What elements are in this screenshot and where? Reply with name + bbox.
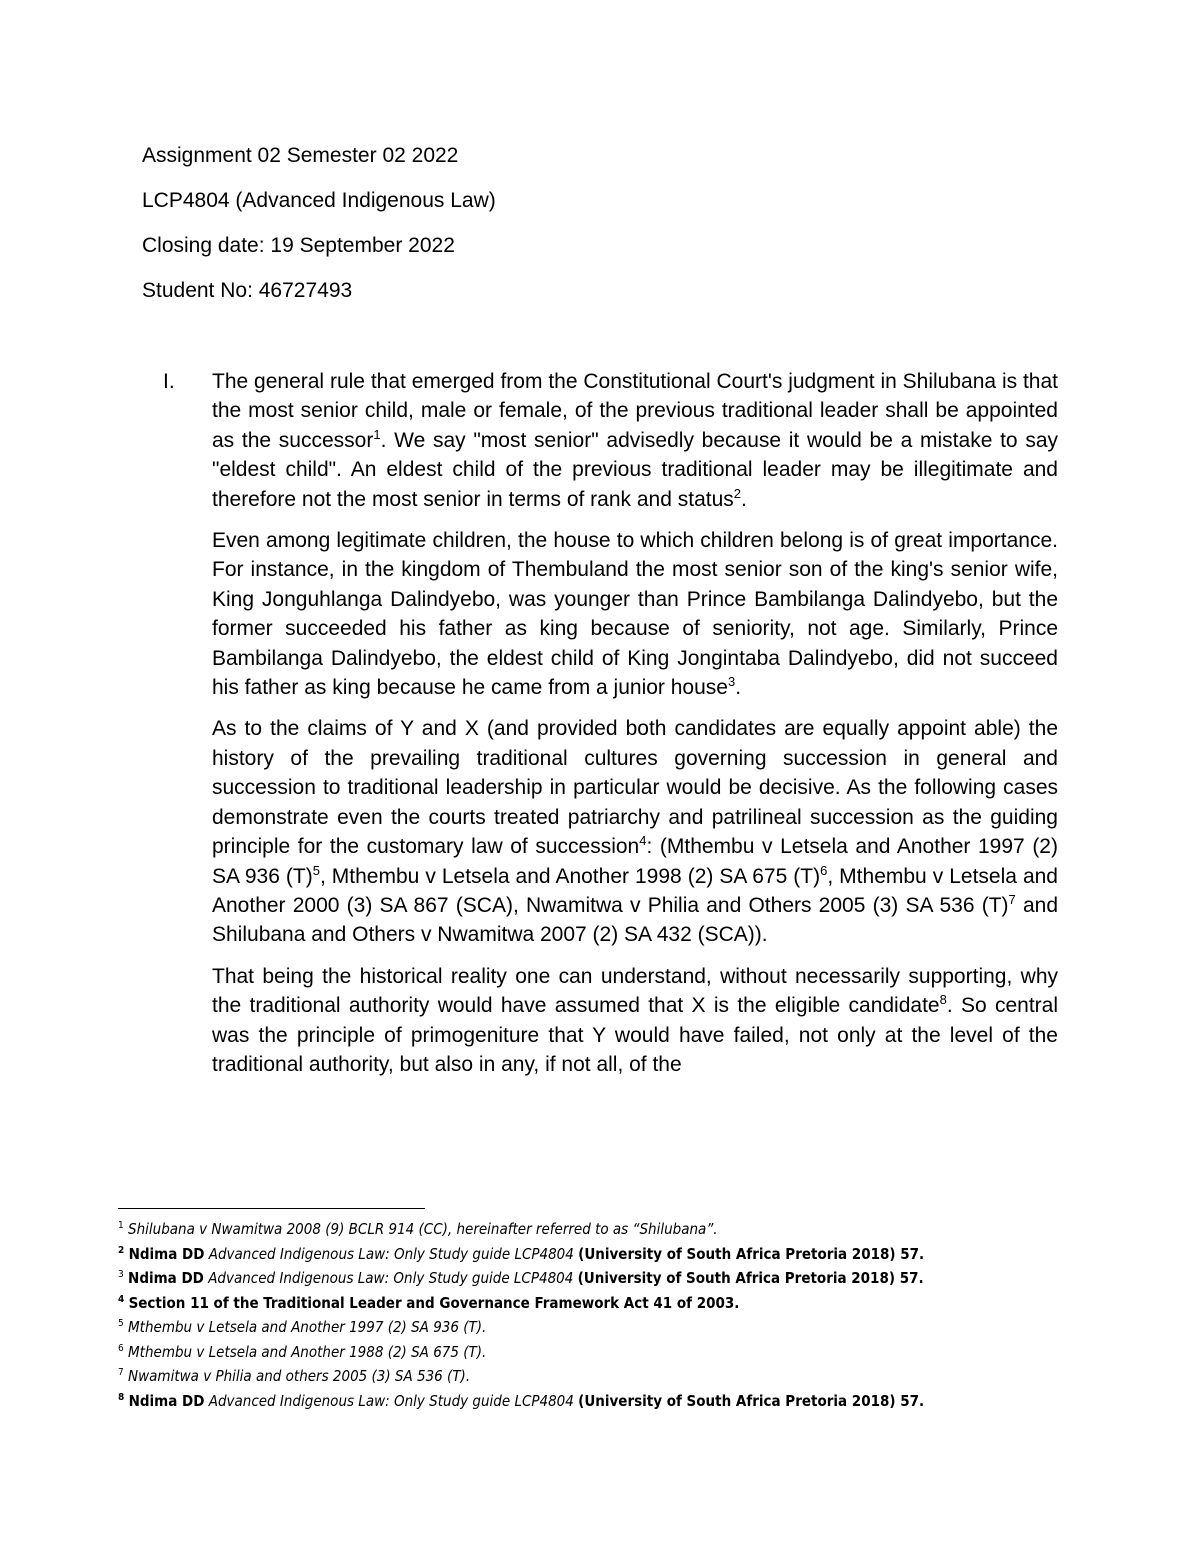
answer-body (212, 367, 1058, 1091)
paragraph-1-text-b: . We say "most senior" advisedly because it would be a mistake to say "eldest child". An eldest child of the previous traditional leader may be illegitimate and therefore not the most senior in terms of rank and status (212, 428, 1058, 511)
footnote-1 (118, 1217, 1078, 1242)
footnote-ref-5: 5 (312, 862, 320, 878)
footnote-number: 5 (118, 1318, 124, 1329)
footnote-2 (118, 1242, 1078, 1267)
paragraph-1 (212, 367, 1058, 514)
footnote-text: Shilubana v Nwamitwa 2008 (9) BCLR 914 (CC), hereinafter referred to as “Shilubana”. (128, 1220, 718, 1238)
assignment-title: Assignment 02 Semester 02 2022 (142, 144, 459, 167)
footnote-number: 1 (118, 1220, 124, 1231)
footnote-separator (118, 1208, 425, 1209)
footnote-title: Advanced Indigenous Law: Only Study guide LCP4804 (208, 1269, 574, 1287)
paragraph-4-text-b: . So central was the principle of primogeniture that Y would have failed, not only at the level of the traditional authority, but also in any, if not all, of the (212, 994, 1058, 1076)
footnote-author: Ndima DD (128, 1244, 205, 1263)
footnote-text: Mthembu v Letsela and Another 1997 (2) SA 936 (T). (128, 1318, 487, 1336)
footnote-7 (118, 1364, 1078, 1389)
footnote-publisher: (University of South Africa Pretoria 2018) 57. (578, 1391, 925, 1410)
footnote-5 (118, 1315, 1078, 1340)
footnote-ref-4: 4 (639, 833, 647, 849)
footnote-number: 2 (118, 1244, 125, 1256)
footnote-title: Advanced Indigenous Law: Only Study guide LCP4804 (208, 1244, 574, 1263)
footnote-author: Ndima DD (128, 1269, 204, 1287)
footnote-publisher: (University of South Africa Pretoria 2018) 57. (577, 1269, 924, 1287)
closing-date: Closing date: 19 September 2022 (142, 234, 455, 257)
footnotes (118, 1217, 1078, 1413)
footnote-number: 7 (118, 1367, 124, 1378)
footnote-number: 6 (118, 1342, 124, 1354)
footnote-ref-3: 3 (727, 674, 736, 690)
paragraph-2-text-a: Even among legitimate children, the house to which children belong is of great importance. For instance, in the kingdom of Thembuland the most senior son of the king's senior wife, King Jonguhlanga Dalindyebo, was younger than Prince Bambilanga Dalindyebo, but the former succeeded his father as king because of seniority, not age. Similarly, Prince Bambilanga Dalindyebo, the eldest child of King Jongintaba Dalindyebo, did not succeed his father as king because he came from a junior house (212, 529, 1058, 700)
paragraph-2 (212, 526, 1058, 702)
footnote-ref-2: 2 (733, 485, 741, 501)
student-number: Student No: 46727493 (142, 279, 353, 302)
paragraph-3-text-a: As to the claims of Y and X (and provided both candidates are equally appoint able) the history of the prevailing traditional cultures governing succession in general and succession to traditional leadership in particular would be decisive. As the following cases demonstrate even the courts treated patriarchy and patrilineal succession as the guiding principle for the customary law of succession (212, 717, 1058, 859)
footnote-number: 3 (118, 1269, 124, 1280)
paragraph-2-text-b: . (735, 676, 742, 700)
footnote-text: Mthembu v Letsela and Another 1988 (2) SA 675 (T). (128, 1342, 487, 1361)
footnote-6 (118, 1340, 1078, 1365)
paragraph-4-text-a: That being the historical reality one can understand, without necessarily supporting, why the traditional authority would have assumed that X is the eligible candidate (212, 964, 1058, 1018)
paragraph-3-text-d: , Mthembu v Letsela and Another 2000 (3) SA 867 (SCA), Nwamitwa v Philia and Others 2005 (3) SA 536 (T) (212, 864, 1058, 917)
paragraph-4 (212, 962, 1058, 1080)
footnote-4 (118, 1291, 1078, 1316)
assignment-header (142, 140, 1062, 320)
paragraph-3-text-c: , Mthembu v Letsela and Another 1998 (2) SA 675 (T) (319, 864, 821, 888)
footnote-number: 4 (118, 1293, 125, 1305)
footnote-3 (118, 1266, 1078, 1291)
footnote-author: Ndima DD (128, 1391, 205, 1410)
footnote-number: 8 (118, 1391, 125, 1403)
footnote-ref-8: 8 (939, 992, 947, 1008)
footnote-text: Section 11 of the Traditional Leader and Governance Framework Act 41 of 2003. (128, 1293, 740, 1312)
footnote-title: Advanced Indigenous Law: Only Study guide LCP4804 (208, 1391, 574, 1410)
footnote-ref-6: 6 (820, 862, 828, 878)
paragraph-1-text-c: . (741, 487, 747, 511)
paragraph-3-text-e: and Shilubana and Others v Nwamitwa 2007 (2) SA 432 (SCA)). (212, 893, 1059, 947)
footnote-ref-1: 1 (373, 426, 381, 442)
paragraph-3 (212, 714, 1058, 949)
paragraph-1-text-a: The general rule that emerged from the Constitutional Court's judgment in Shilubana is that the most senior child, male or female, of the previous traditional leader shall be appointed as the successor (212, 370, 1058, 452)
footnote-publisher: (University of South Africa Pretoria 2018) 57. (578, 1244, 925, 1263)
footnote-8 (118, 1389, 1078, 1414)
module-code: LCP4804 (Advanced Indigenous Law) (142, 189, 496, 212)
question-numeral: I. (163, 370, 175, 393)
footnote-text: Nwamitwa v Philia and others 2005 (3) SA 536 (T). (128, 1367, 471, 1385)
paragraph-3-text-b: : (Mthembu v Letsela and Another 1997 (2) SA 936 (T) (212, 835, 1058, 888)
footnote-ref-7: 7 (1008, 891, 1016, 907)
